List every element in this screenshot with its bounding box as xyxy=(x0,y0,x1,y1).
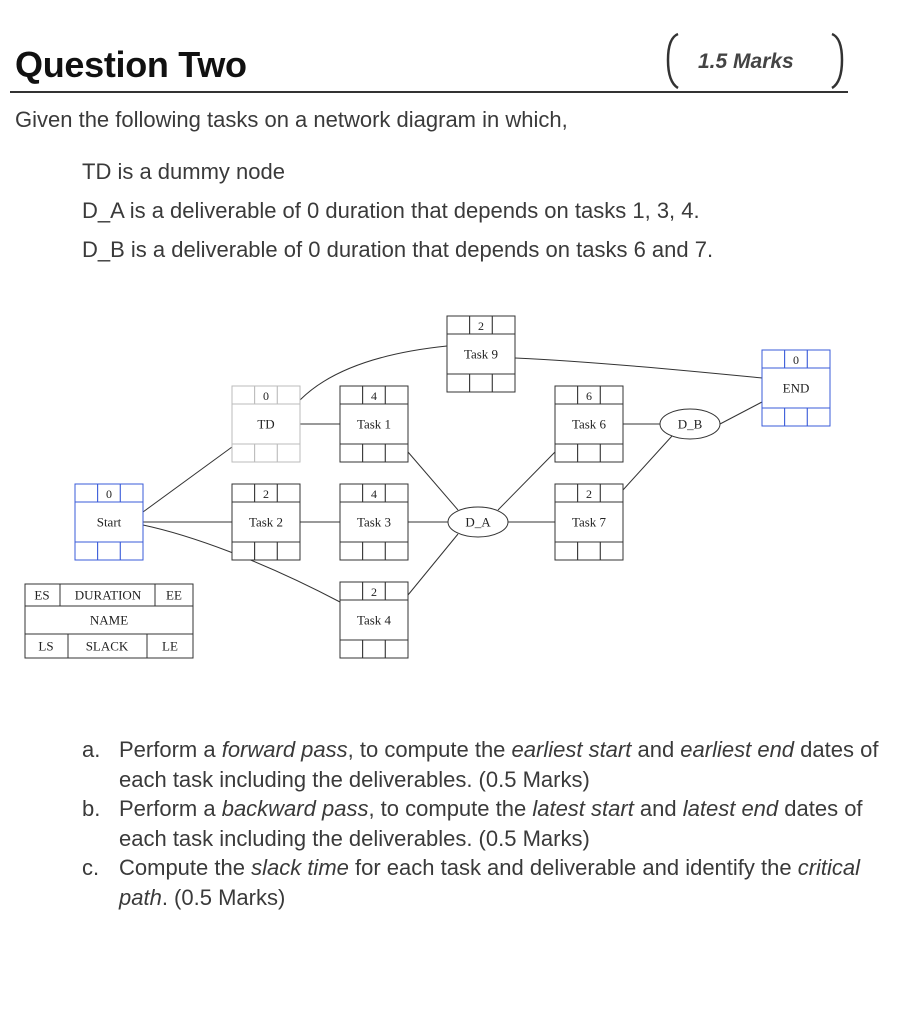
marks-badge xyxy=(660,30,850,92)
node-start xyxy=(75,484,143,560)
legend-le: LE xyxy=(162,638,178,654)
legend-slack: SLACK xyxy=(85,638,129,654)
question-text: for each task and deliverable and identify the xyxy=(348,855,798,880)
definition-item: D_A is a deliverable of 0 duration that depends on tasks 1, 3, 4. xyxy=(82,198,700,223)
edge-d_b-end xyxy=(720,402,762,424)
question-text: and xyxy=(631,737,681,762)
question-emphasis: slack time xyxy=(251,855,349,880)
edge-d_a-task6 xyxy=(498,452,555,510)
definition-list xyxy=(82,152,713,269)
node-duration: 6 xyxy=(586,389,592,403)
question-text: Compute the xyxy=(119,855,252,880)
node-duration: 2 xyxy=(263,487,269,501)
node-td xyxy=(232,386,300,462)
definition-item: D_B is a deliverable of 0 duration that depends on tasks 6 and 7. xyxy=(82,237,714,262)
edge-task7-d_b xyxy=(623,436,672,490)
question-text: and xyxy=(633,796,683,821)
edge-task1-d_a xyxy=(408,452,458,510)
question-emphasis: critical path xyxy=(119,855,861,910)
legend-ls: LS xyxy=(38,638,54,654)
legend-name: NAME xyxy=(89,612,129,628)
node-task1 xyxy=(340,386,408,462)
question-emphasis: backward pass xyxy=(221,796,369,821)
node-name: Task 2 xyxy=(248,514,284,530)
node-name: END xyxy=(782,380,810,396)
edge-task4-d_a xyxy=(408,534,458,595)
question-item xyxy=(82,853,882,912)
edge-task9-end xyxy=(515,358,762,378)
question-emphasis: earliest start xyxy=(511,737,632,762)
question-emphasis: latest end xyxy=(682,796,779,821)
marks-label: 1.5 Marks xyxy=(698,50,794,73)
question-text: , to compute the xyxy=(368,796,533,821)
node-duration: 4 xyxy=(371,487,377,501)
question-label: c. xyxy=(82,855,100,880)
question-text: Perform a xyxy=(119,737,222,762)
question-text: Perform a xyxy=(119,796,222,821)
question-emphasis: earliest end xyxy=(680,737,795,762)
node-duration: 2 xyxy=(586,487,592,501)
node-name: Task 4 xyxy=(356,612,392,628)
question-label: a. xyxy=(82,737,101,762)
node-name: Task 7 xyxy=(571,514,607,530)
node-end xyxy=(762,350,830,426)
node-duration: 2 xyxy=(371,585,377,599)
node-duration: 2 xyxy=(478,319,484,333)
node-name: Start xyxy=(96,514,122,530)
legend-ee: EE xyxy=(166,587,182,603)
legend-es: ES xyxy=(34,587,50,603)
node-duration: 0 xyxy=(263,389,269,403)
node-task6 xyxy=(555,386,623,462)
question-text: , to compute the xyxy=(347,737,512,762)
node-duration: 0 xyxy=(793,353,799,367)
node-task2 xyxy=(232,484,300,560)
node-duration: 4 xyxy=(371,389,377,403)
node-name: TD xyxy=(257,416,275,432)
question-item xyxy=(82,735,882,794)
question-title: Question Two xyxy=(15,44,247,85)
question-text: dates of each task including the deliverables. (0.5 Marks) xyxy=(119,737,879,792)
question-item xyxy=(82,794,882,853)
node-name: Task 6 xyxy=(571,416,607,432)
title-divider xyxy=(10,91,848,93)
question-emphasis: forward pass xyxy=(221,737,348,762)
question-label: b. xyxy=(82,796,101,821)
definition-item: TD is a dummy node xyxy=(82,159,285,184)
deliverable-d_b xyxy=(660,409,720,439)
node-task7 xyxy=(555,484,623,560)
deliverable-d_a xyxy=(448,507,508,537)
question-text: . (0.5 Marks) xyxy=(161,884,286,910)
edge-start-td xyxy=(143,447,232,512)
deliverable-name: D_B xyxy=(677,416,703,432)
network-diagram xyxy=(0,300,900,680)
question-list xyxy=(82,735,882,912)
node-legend xyxy=(25,584,193,658)
node-name: Task 9 xyxy=(463,346,499,362)
node-task9 xyxy=(447,316,515,392)
node-task3 xyxy=(340,484,408,560)
node-name: Task 3 xyxy=(356,514,392,530)
node-name: Task 1 xyxy=(356,416,392,432)
node-task4 xyxy=(340,582,408,658)
deliverable-name: D_A xyxy=(465,514,491,530)
question-text: dates of each task including the deliverables. (0.5 Marks) xyxy=(119,796,863,851)
intro-text: Given the following tasks on a network diagram in which, xyxy=(15,107,568,132)
question-emphasis: latest start xyxy=(532,796,634,821)
legend-duration: DURATION xyxy=(74,587,142,603)
node-duration: 0 xyxy=(106,487,112,501)
